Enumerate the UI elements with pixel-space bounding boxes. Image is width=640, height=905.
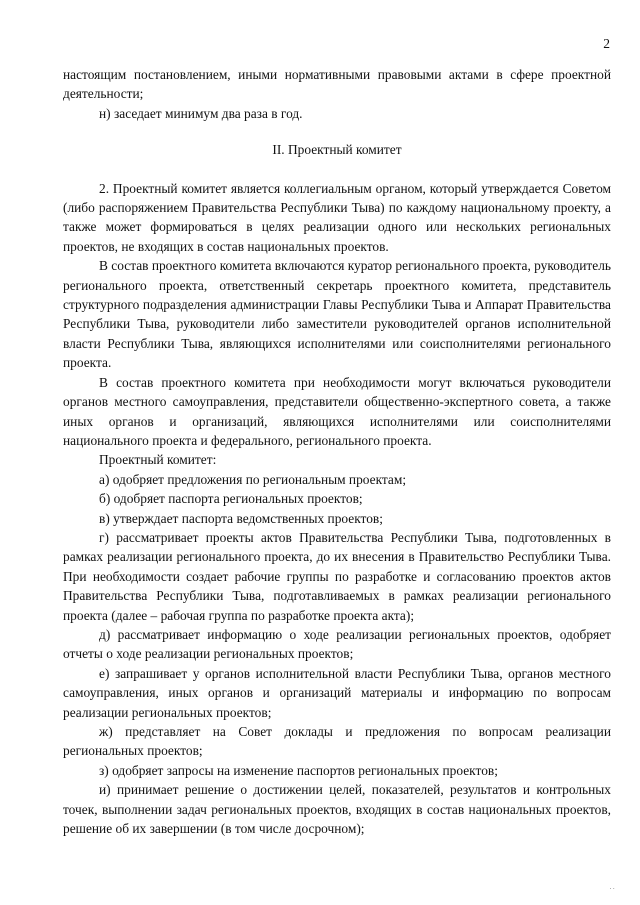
list-item-d: д) рассматривает информацию о ходе реализации региональных проектов, одобряет отчеты о ходе реализации региональных проектов;	[63, 626, 611, 662]
paragraph-committee-composition: В состав проектного комитета включаются куратор регионального проекта, руководитель регионального проекта, ответственный секретарь проектного комитета, представитель структурного подразделения администрации Главы Республики Тыва и Аппарат Правительства Республики Тыва, руководители либо заместители руководителей органов исполнительной власти Республики Тыва, являющихся исполнителями или соисполнителями регионального проекта.	[63, 258, 611, 371]
list-item-zh: ж) представляет на Совет доклады и предложения по вопросам реализации региональных проектов;	[63, 724, 611, 759]
list-item-e: е) запрашивает у органов исполнительной власти Республики Тыва, органов местного самоуправления, иных органов и организаций материалы и информацию по вопросам реализации региональных проектов;	[63, 665, 611, 720]
paragraph-continuation: настоящим постановлением, иными нормативными правовыми актами в сфере проектной деятельности;	[63, 67, 611, 102]
list-item-v: в) утверждает паспорта ведомственных проектов;	[99, 510, 383, 526]
list-item-n: н) заседает минимум два раза в год.	[99, 105, 303, 121]
paragraph-2: 2. Проектный комитет является коллегиальным органом, который утверждается Советом (либо распоряжением Правительства Республики Тыва) по каждому национальному проекту, а также может формироваться в целях реализации одного или нескольких региональных проектов, не входящих в состав национальных проектов.	[63, 180, 611, 254]
paragraph-optional-members: В состав проектного комитета при необходимости могут включаться руководители органов местного самоуправления, представители общественно-экспертного совета, а также иных органов и организаций, являющихся исполнителями или соисполнителями национального проекта и федерального, регионального проекта.	[63, 374, 611, 448]
scan-mark: ··	[609, 885, 616, 893]
list-item-g: г) рассматривает проекты актов Правительства Республики Тыва, подготовленных в рамках реализации регионального проекта, до их внесения в Правительство Республики Тыва. При необходимости создает рабочие группы по разработке и согласованию проектов актов Правительства Республики Тыва, подготавливаемых в рамках реализации регионального проекта (далее – рабочая группа по разработке проекта акта);	[63, 529, 611, 623]
page-number: 2	[603, 36, 610, 51]
section-heading: II. Проектный комитет	[272, 142, 402, 158]
paragraph-committee-functions-intro: Проектный комитет:	[99, 452, 217, 468]
list-item-i: и) принимает решение о достижении целей, показателей, результатов и контрольных точек, выполнении задач региональных проектов, входящих в состав национальных проектов, решение об их завершении (в том числе досрочном);	[63, 782, 611, 837]
list-item-a: а) одобряет предложения по региональным проектам;	[99, 471, 407, 487]
document-body	[63, 65, 611, 838]
list-item-z: з) одобряет запросы на изменение паспортов региональных проектов;	[99, 762, 498, 778]
list-item-b: б) одобряет паспорта региональных проектов;	[99, 491, 363, 507]
